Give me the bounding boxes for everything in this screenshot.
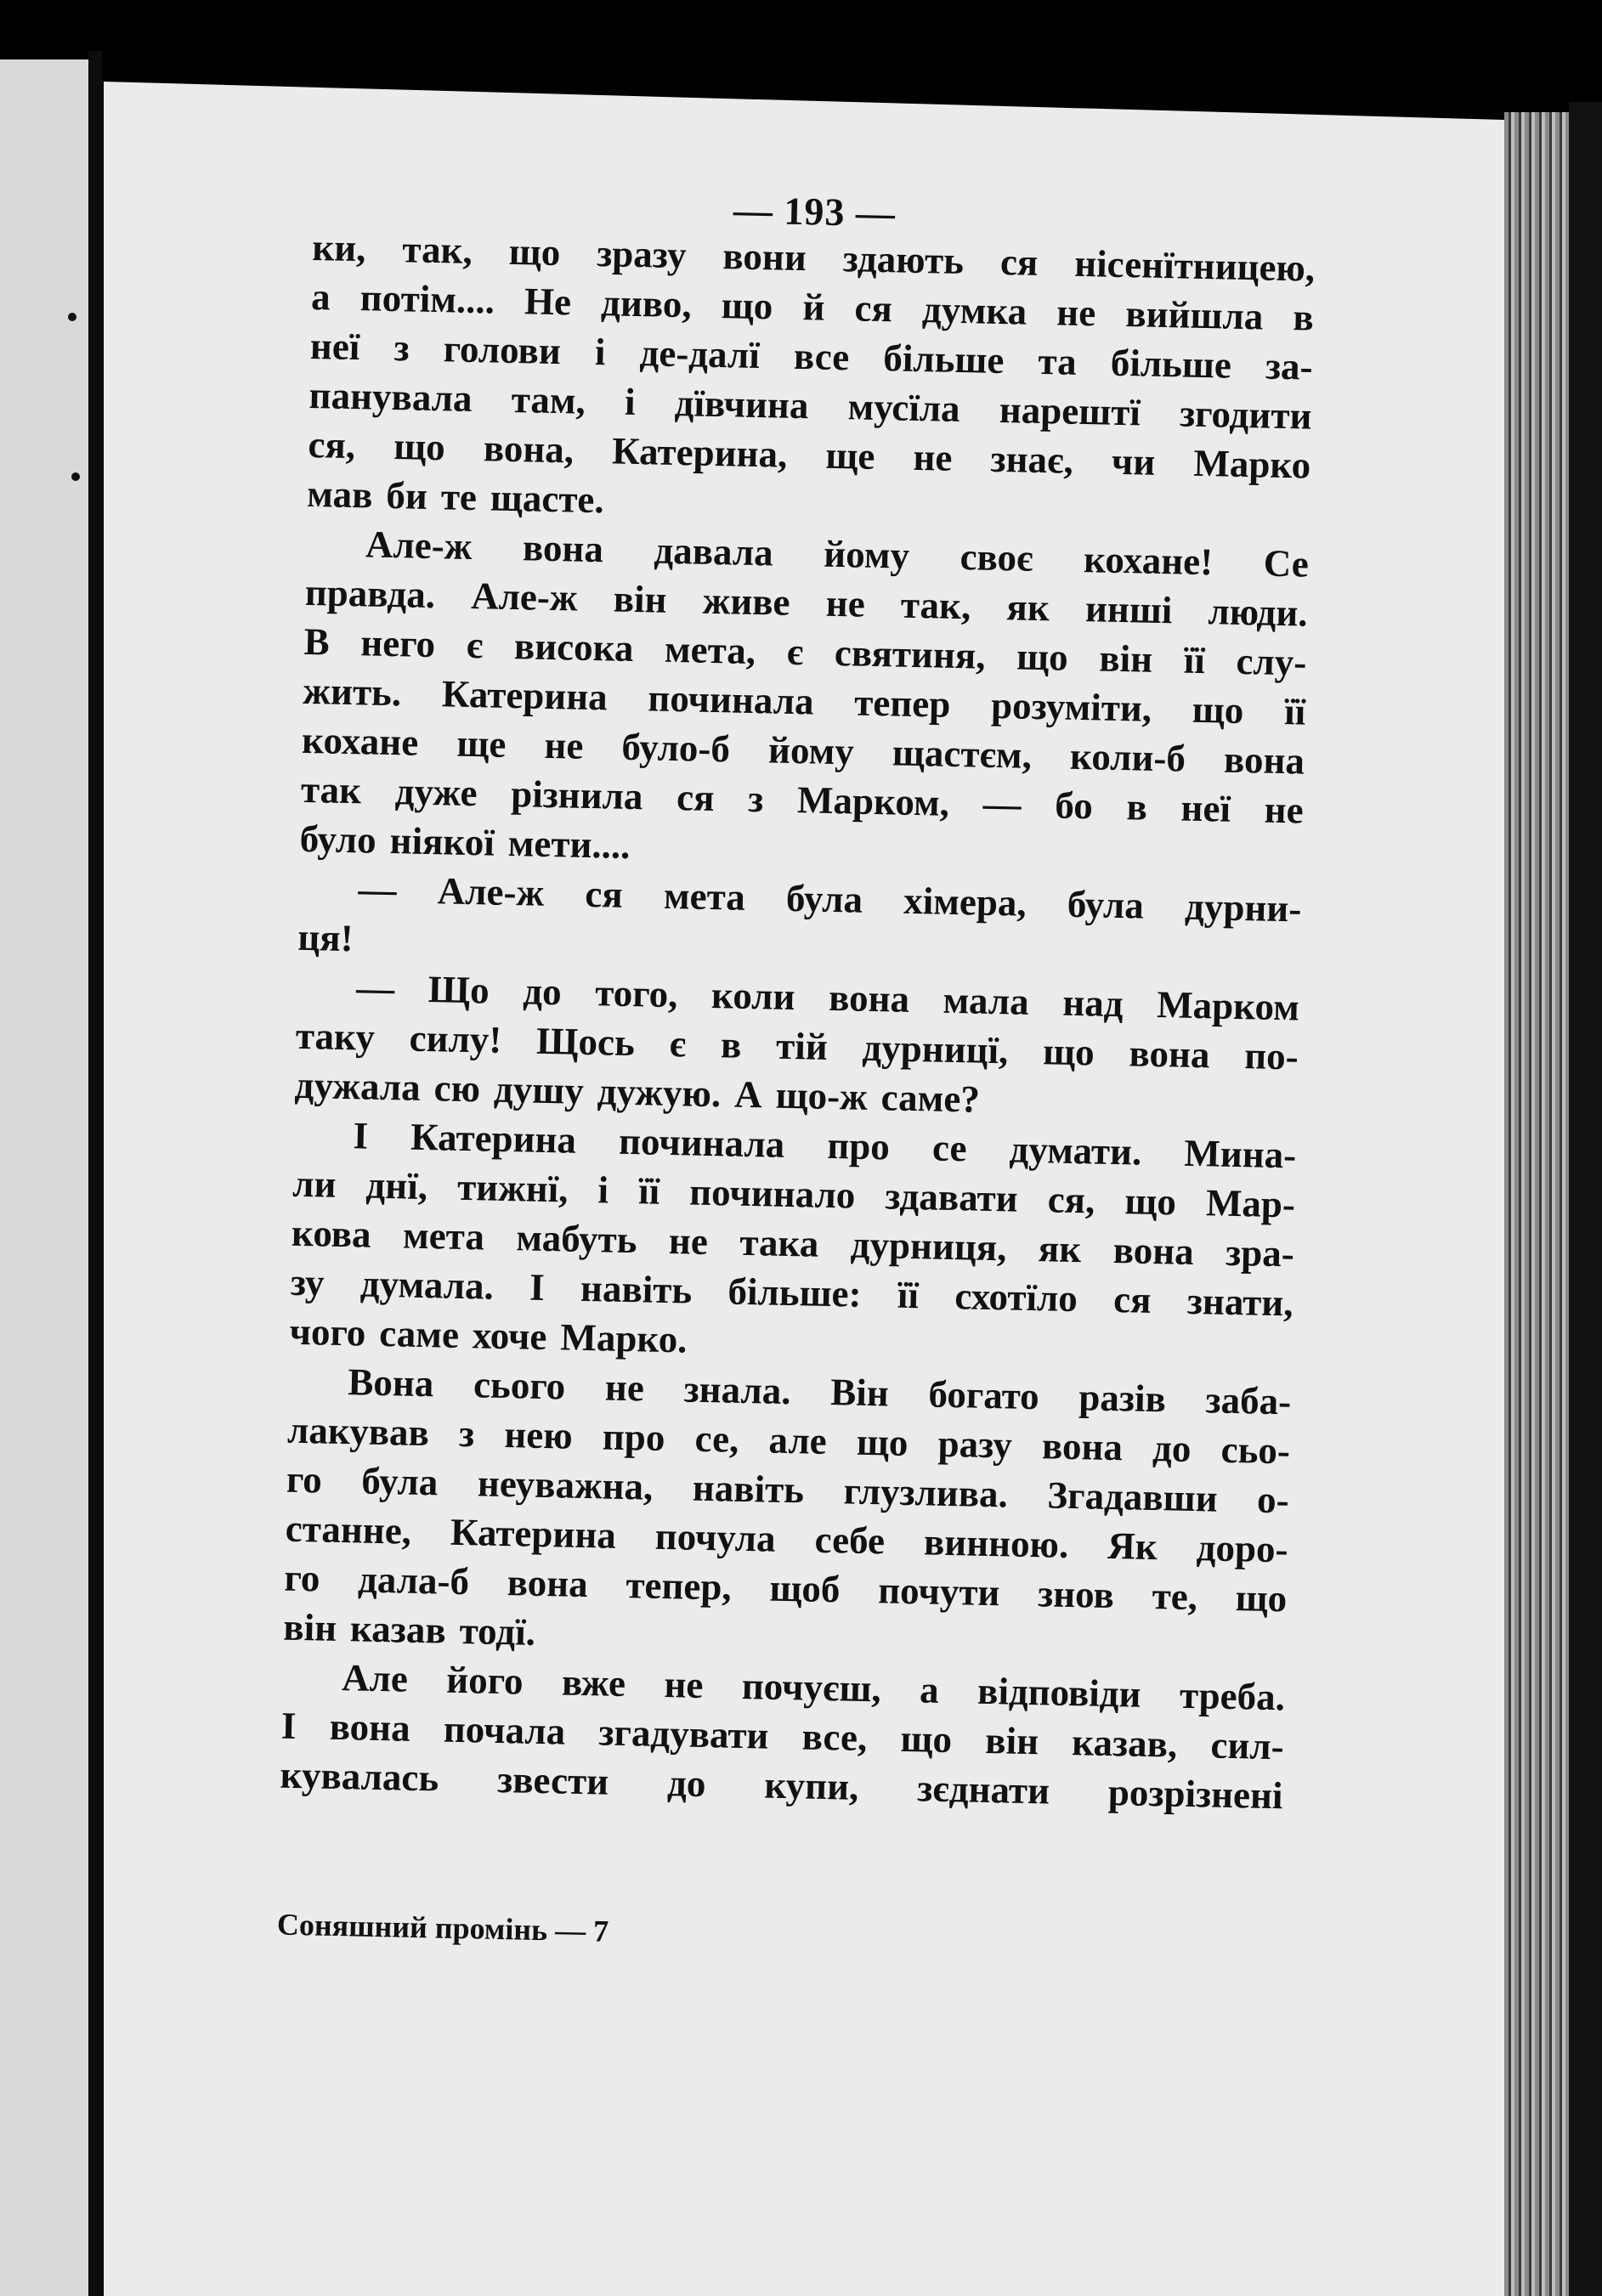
word: нею <box>503 1413 574 1457</box>
word: вона <box>522 526 604 571</box>
word: винною. <box>923 1520 1069 1566</box>
word: вона <box>1041 1424 1124 1469</box>
word: почала <box>443 1707 566 1753</box>
word: треба. <box>1179 1673 1286 1719</box>
page-edge-shadow <box>1569 102 1602 2296</box>
word: по- <box>1243 1034 1299 1078</box>
word: не <box>913 435 953 479</box>
word: жить. <box>302 669 402 715</box>
word: І <box>352 1114 369 1157</box>
word: неуважна, <box>477 1462 654 1508</box>
word: Катерина <box>410 1115 577 1162</box>
word: що-ж <box>775 1073 869 1118</box>
word: так, <box>900 583 971 628</box>
word: ки, <box>311 225 367 270</box>
word: купи, <box>763 1763 859 1808</box>
word: тій <box>775 1024 829 1068</box>
word: він <box>613 577 668 621</box>
word: не <box>604 1366 645 1410</box>
word: така <box>739 1220 819 1265</box>
word: що <box>1235 1576 1288 1620</box>
word: так, <box>401 228 473 272</box>
word: Але <box>341 1656 409 1700</box>
word: була <box>1067 882 1145 927</box>
word: хоче <box>472 1314 547 1359</box>
word: думати. <box>1009 1128 1142 1173</box>
word: ця! <box>297 915 354 960</box>
word: почути <box>877 1569 1000 1615</box>
word: зу <box>290 1260 325 1304</box>
word: так <box>300 767 362 812</box>
word: почуєш, <box>741 1664 882 1711</box>
word: неї <box>309 324 360 369</box>
word: тепер, <box>625 1564 733 1609</box>
word: Марком <box>1156 983 1300 1029</box>
word: го <box>284 1556 320 1600</box>
word: з <box>458 1411 475 1456</box>
word: ніякої <box>389 819 495 864</box>
word: про <box>602 1415 665 1459</box>
word: все <box>793 334 850 379</box>
word: Катерина, <box>611 429 788 476</box>
word: сил- <box>1209 1723 1285 1768</box>
word: А <box>733 1072 763 1117</box>
word: починала <box>647 676 815 723</box>
word: не <box>544 723 584 767</box>
word: більше <box>1110 341 1232 387</box>
word: більше <box>882 336 1005 382</box>
word: але <box>768 1418 828 1462</box>
text-lines <box>280 223 1316 1820</box>
word: про <box>826 1123 891 1168</box>
word: живе <box>702 579 791 624</box>
word: з <box>747 777 764 821</box>
scan-speck <box>68 313 76 321</box>
word: дужую. <box>597 1070 722 1116</box>
word: Мар- <box>1205 1181 1296 1226</box>
word: Марком, <box>796 778 950 824</box>
word: кохане <box>301 718 419 764</box>
word: все, <box>801 1715 868 1760</box>
page-number: — 193 — <box>733 188 897 235</box>
word: те <box>440 475 478 519</box>
word: і <box>624 380 637 423</box>
word: мала <box>943 978 1030 1023</box>
word: казав, <box>1071 1721 1178 1766</box>
word: кова <box>291 1211 372 1256</box>
word: не <box>825 581 866 625</box>
word: того, <box>594 971 678 1016</box>
word: здавати <box>884 1174 1019 1220</box>
word: ся <box>676 776 716 820</box>
word: Згадавши <box>1046 1473 1219 1520</box>
word: саме <box>378 1311 460 1356</box>
word: щастєм, <box>892 731 1033 777</box>
word: сю <box>433 1066 481 1111</box>
word: мети.... <box>507 821 631 867</box>
word: в <box>1126 785 1148 828</box>
word: Марко. <box>559 1315 688 1361</box>
word: розуміти, <box>990 683 1152 730</box>
word: Але-ж <box>437 869 545 914</box>
word: ся <box>854 286 893 331</box>
word: ся, <box>308 422 356 467</box>
word: дужала <box>294 1063 422 1109</box>
word: де-далї <box>639 331 761 377</box>
word: дурницї, <box>862 1026 1009 1072</box>
word: він <box>282 1605 337 1649</box>
word: Катерина <box>441 672 609 719</box>
word: го <box>286 1457 323 1501</box>
word: до <box>666 1762 706 1806</box>
word: вона <box>329 1705 411 1750</box>
word: ли <box>292 1162 337 1206</box>
word: святиня, <box>834 631 987 677</box>
word: І <box>280 1704 297 1747</box>
word: кохане! <box>1083 538 1214 584</box>
word: чи <box>1111 439 1156 484</box>
word: разу <box>937 1422 1013 1467</box>
word: згодити <box>1179 392 1312 438</box>
word: що <box>508 229 561 274</box>
word: се <box>931 1126 968 1170</box>
facing-page-sliver <box>0 59 95 2296</box>
word: душу <box>493 1067 585 1112</box>
word: було-б <box>621 725 731 771</box>
word: потім.... <box>359 276 495 322</box>
word: щоб <box>768 1566 841 1611</box>
word: Не <box>524 280 572 324</box>
word: заба- <box>1205 1378 1292 1423</box>
word: і <box>594 330 607 374</box>
word: дуже <box>394 770 478 815</box>
word: йому <box>767 728 855 773</box>
word: знати, <box>1186 1279 1294 1325</box>
word: вже <box>561 1660 626 1705</box>
word: що <box>393 425 446 469</box>
word: навіть <box>692 1466 805 1512</box>
word: Мина- <box>1183 1131 1297 1177</box>
word: зразу <box>596 232 688 277</box>
word: не <box>1264 788 1305 832</box>
word: її <box>637 1169 660 1213</box>
word: доро- <box>1196 1526 1289 1571</box>
word: лакував <box>286 1408 430 1455</box>
word: ся, <box>1047 1178 1095 1222</box>
word: схотїло <box>954 1275 1078 1320</box>
word: дївчина <box>674 381 809 427</box>
word: ся <box>584 872 624 916</box>
word: вийшла <box>1124 292 1264 338</box>
word: нісенїтницею, <box>1073 241 1316 290</box>
word: разів <box>1078 1376 1167 1421</box>
word: є <box>466 623 484 667</box>
word: своє <box>960 535 1034 580</box>
word: мабуть <box>515 1216 637 1262</box>
word: що <box>721 284 773 328</box>
word: Се <box>1263 541 1310 585</box>
word: з <box>393 326 410 370</box>
word: панувала <box>309 373 473 420</box>
word: що <box>900 1716 953 1762</box>
word: він <box>984 1718 1039 1763</box>
word: о- <box>1256 1478 1290 1522</box>
word: й <box>801 286 825 329</box>
word: що <box>1124 1179 1177 1224</box>
word: Катерина <box>450 1510 617 1557</box>
word: глузлива. <box>843 1469 1009 1516</box>
word: вона <box>507 1561 589 1606</box>
word: би <box>385 473 428 517</box>
word: Що <box>427 968 490 1012</box>
scan-speck <box>71 472 80 481</box>
word: не <box>668 1219 709 1263</box>
word: мав <box>306 472 373 517</box>
word: починала <box>618 1119 785 1166</box>
word: зєднати <box>916 1767 1050 1812</box>
word: вона, <box>483 427 575 472</box>
word: як <box>1006 585 1050 630</box>
word: здають <box>842 237 965 283</box>
word: її <box>1283 690 1306 733</box>
word: Але-ж <box>365 523 473 568</box>
word: що <box>1042 1030 1095 1074</box>
word: Як <box>1107 1524 1158 1569</box>
word: а <box>310 274 331 319</box>
word: та <box>1038 339 1078 383</box>
word: в <box>1292 296 1315 339</box>
word: Щось <box>535 1019 636 1065</box>
word: згадувати <box>597 1711 769 1757</box>
word: над <box>1061 981 1124 1026</box>
word: слу- <box>1236 639 1307 684</box>
word: бо <box>1054 783 1094 828</box>
word: в <box>720 1023 742 1066</box>
word: ся <box>999 240 1039 284</box>
word: дала-б <box>357 1558 470 1603</box>
word: инші <box>1084 587 1173 632</box>
word: нарештї <box>999 387 1141 434</box>
word: ще <box>824 433 875 478</box>
word: знов <box>1037 1572 1115 1617</box>
word: казав <box>349 1607 447 1652</box>
word: була <box>360 1459 439 1504</box>
word: тепер <box>853 681 951 726</box>
word: саме? <box>880 1076 981 1121</box>
word: неї <box>1180 786 1231 830</box>
word: вони <box>722 235 807 280</box>
word: давала <box>654 529 774 574</box>
word: — <box>982 782 1022 826</box>
word: тодї. <box>459 1609 536 1654</box>
word: сього <box>473 1363 566 1408</box>
word: богато <box>927 1372 1040 1418</box>
word: коли-б <box>1069 734 1186 780</box>
page-edges <box>1504 112 1569 2296</box>
word: розрізнені <box>1107 1771 1284 1818</box>
word: знає, <box>990 437 1074 482</box>
word: вона <box>1129 1032 1210 1077</box>
word: те, <box>1152 1575 1198 1619</box>
word: мета <box>663 874 746 919</box>
word: почула <box>654 1514 777 1560</box>
word: була <box>785 876 863 921</box>
word: є <box>786 630 804 674</box>
word: себе <box>814 1518 886 1563</box>
word: — <box>358 868 398 912</box>
word: звести <box>496 1757 609 1803</box>
word: станне, <box>285 1507 412 1552</box>
word: таку <box>295 1014 376 1059</box>
word: навіть <box>580 1266 693 1312</box>
word: її <box>897 1273 920 1317</box>
word: не <box>664 1663 704 1706</box>
word: як <box>1038 1227 1082 1271</box>
word: до <box>522 970 563 1014</box>
word: днї, <box>365 1163 428 1208</box>
word: дурни- <box>1184 885 1302 930</box>
word: дурниця, <box>850 1223 1007 1270</box>
word: йому <box>823 532 910 577</box>
word: є <box>669 1022 687 1066</box>
word: і <box>597 1168 609 1212</box>
word: думка <box>921 288 1027 333</box>
word: чого <box>289 1309 366 1354</box>
word: хімера, <box>903 879 1027 925</box>
word: за- <box>1265 344 1314 388</box>
word: Він <box>829 1371 890 1415</box>
word: мета <box>402 1213 485 1258</box>
word: щасте. <box>490 476 605 522</box>
word: тижнї, <box>456 1165 569 1211</box>
word: Марко <box>1192 441 1311 487</box>
word: коли <box>710 974 796 1019</box>
word: різнила <box>510 772 643 818</box>
word: там, <box>511 377 586 422</box>
word: її <box>1183 638 1206 682</box>
word: знала. <box>683 1367 792 1413</box>
word: а <box>919 1668 940 1711</box>
word: що <box>1016 635 1069 679</box>
book-gutter <box>88 51 102 2296</box>
word: він <box>1098 636 1153 681</box>
word: правда. <box>304 570 436 617</box>
word: його <box>445 1658 524 1703</box>
word: І <box>529 1265 546 1309</box>
word: висока <box>513 625 634 670</box>
word: кувалась <box>280 1753 439 1800</box>
word: диво, <box>600 281 693 326</box>
page-footer: Соняшний промінь — 7 <box>276 1907 609 1948</box>
word: що <box>856 1420 909 1464</box>
word: зра- <box>1225 1230 1295 1275</box>
word: люди. <box>1208 590 1309 635</box>
word: Але-ж <box>470 574 579 619</box>
page-text-block <box>276 188 1316 1948</box>
word: було <box>299 817 377 862</box>
word: вона <box>1112 1228 1195 1273</box>
word: мусїла <box>847 385 961 430</box>
word: не <box>1056 291 1096 335</box>
word: до <box>1152 1427 1192 1470</box>
word: більше: <box>727 1270 863 1315</box>
word: що <box>1192 687 1244 732</box>
word: него <box>359 621 436 666</box>
word: Вона <box>347 1360 434 1405</box>
word: вона <box>828 976 910 1021</box>
word: сьо- <box>1220 1428 1291 1473</box>
word: — <box>355 966 395 1010</box>
word: ся <box>1112 1278 1152 1321</box>
word: В <box>303 619 331 664</box>
word: мета, <box>664 627 756 673</box>
word: думала. <box>359 1262 495 1308</box>
word: силу! <box>409 1016 502 1061</box>
word: починало <box>688 1170 856 1217</box>
word: ще <box>456 721 507 766</box>
word: голови <box>443 327 562 373</box>
word: се, <box>694 1417 739 1461</box>
word: вона <box>1223 738 1305 783</box>
word: відповіди <box>976 1669 1142 1716</box>
